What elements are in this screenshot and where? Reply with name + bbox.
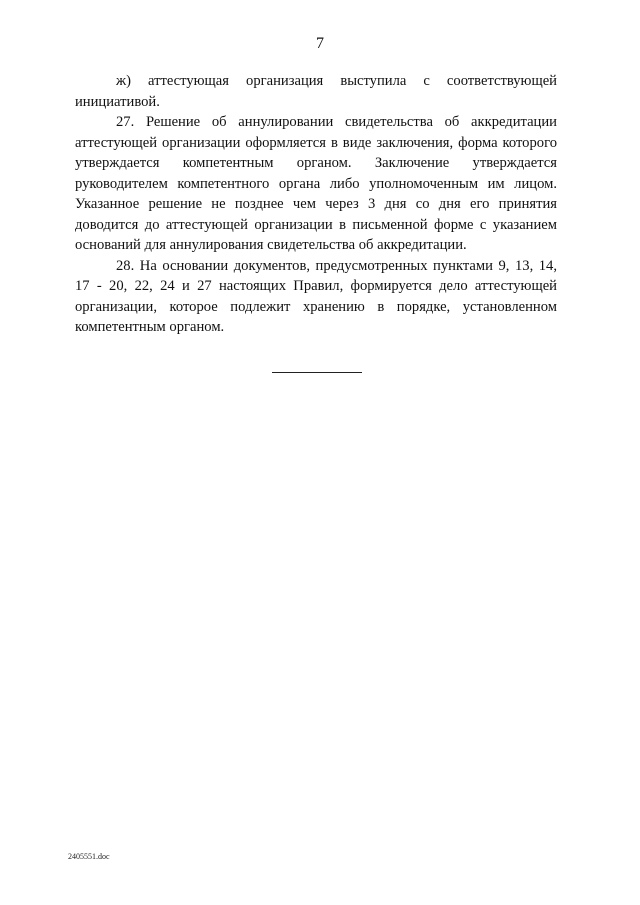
paragraph-28: 28. На основании документов, предусмотренных пунктами 9, 13, 14, 17 - 20, 22, 24 и 27 настоящих Правил, формируется дело аттестующей организации, которое подлежит хранению в порядке, установленном компетентным органом. xyxy=(75,257,557,335)
document-body xyxy=(75,71,557,338)
paragraph-27: 27. Решение об аннулировании свидетельства об аккредитации аттестующей организации оформляется в виде заключения, форма которого утверждается компетентным органом. Заключение утверждается руководителем компетентного органа либо уполномоченным им лицом. Указанное решение не позднее чем через 3 дня со дня его принятия доводится до аттестующей организации в письменной форме с указанием оснований для аннулирования свидетельства об аккредитации. xyxy=(75,114,557,253)
paragraph-item-zh: ж) аттестующая организация выступила с соответствующей инициативой. xyxy=(75,73,557,110)
footer-file-name: 2405551.doc xyxy=(68,852,110,861)
page-number: 7 xyxy=(316,35,324,52)
end-divider-line xyxy=(272,372,362,373)
